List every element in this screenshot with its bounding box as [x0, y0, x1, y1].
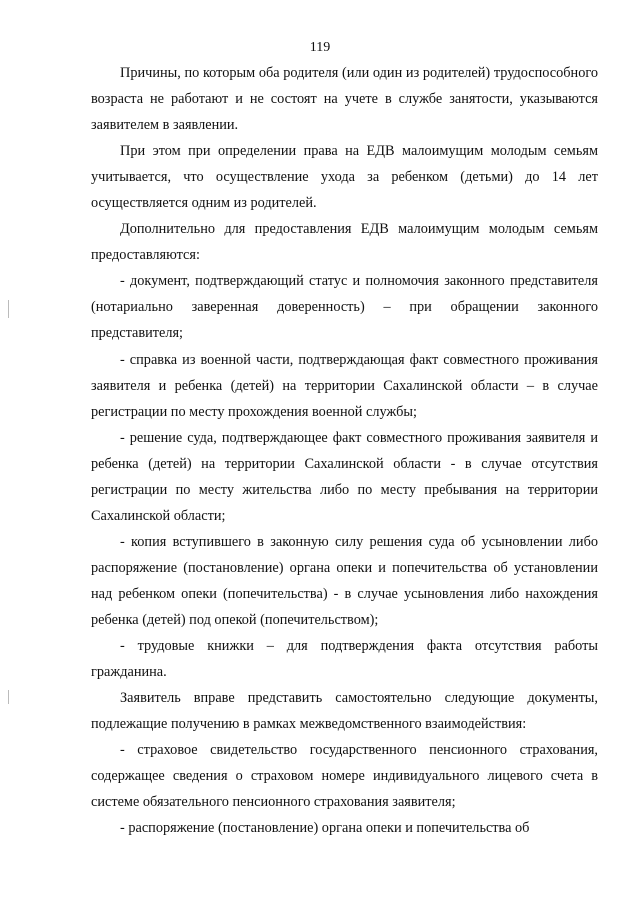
list-item-work-books: - трудовые книжки – для подтверждения факта отсутствия работы гражданина. — [91, 638, 598, 681]
page-number: 119 — [309, 40, 331, 55]
list-item-guardianship-order: - распоряжение (постановление) органа опеки и попечительства об — [120, 820, 530, 837]
document-body — [91, 60, 598, 841]
list-item-court-decision: - решение суда, подтверждающее факт совместного проживания заявителя и ребенка (детей) на территории Сахалинской области - в случае отсутствия регистрации по месту жительства либо по месту пребывания на территории Сахалинской области; — [91, 429, 598, 524]
paragraph-applicant-right: Заявитель вправе представить самостоятельно следующие документы, подлежащие получению в рамках межведомственного взаимодействия: — [91, 690, 598, 733]
list-item-military-certificate: - справка из военной части, подтверждающая факт совместного проживания заявителя и ребенка (детей) на территории Сахалинской области – в случае регистрации по месту прохождения военной службы; — [91, 351, 598, 420]
scan-edge-mark — [8, 690, 9, 704]
list-item-adoption-copy: - копия вступившего в законную силу решения суда об усыновлении либо распоряжение (постановление) органа опеки и попечительства об установлении над ребенком опеки (попечительства) - в случае усыновления либо нахождения ребенка (детей) под опекой (попечительством); — [91, 533, 598, 628]
paragraph-2: При этом при определении права на ЕДВ малоимущим молодым семьям учитывается, что осуществление ухода за ребенком (детьми) до 14 лет осуществляется одним из родителей. — [91, 143, 598, 212]
scan-edge-mark — [8, 300, 9, 318]
paragraph-1: Причины, по которым оба родителя (или один из родителей) трудоспособного возраста не работают и не состоят на учете в службе занятости, указываются заявителем в заявлении. — [91, 65, 598, 134]
list-item-power-of-attorney: - документ, подтверждающий статус и полномочия законного представителя (нотариально заверенная доверенность) – при обращении законного представителя; — [91, 273, 598, 342]
paragraph-3: Дополнительно для предоставления ЕДВ малоимущим молодым семьям предоставляются: — [91, 221, 598, 264]
list-item-insurance-certificate: - страховое свидетельство государственного пенсионного страхования, содержащее сведения о страховом номере индивидуального лицевого счета в системе обязательного пенсионного страхования заявителя; — [91, 742, 598, 811]
